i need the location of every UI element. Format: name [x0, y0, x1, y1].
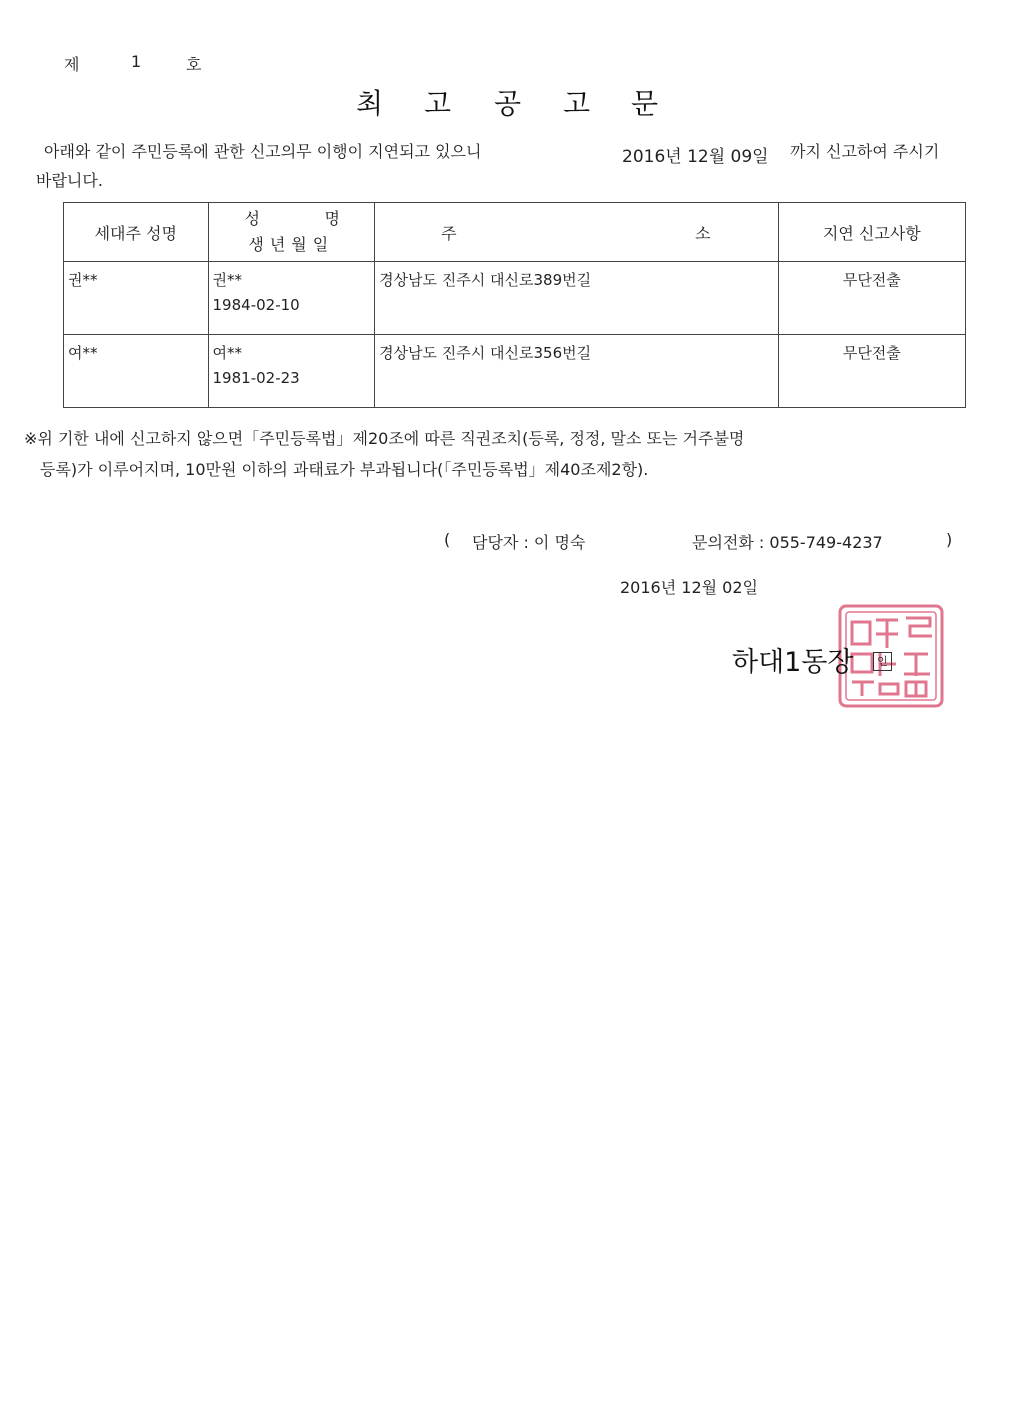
name-birth-cell	[209, 262, 375, 334]
header-birth: 생년월일	[248, 235, 335, 254]
name-birth-cell	[209, 335, 375, 407]
header-name-char: 명	[324, 209, 346, 228]
deadline-date: 2016년 12월 09일	[622, 147, 769, 167]
legal-note-line-2: 등록)가 이루어지며, 10만원 이하의 과태료가 부과됩니다(「주민등록법」제40조제2항).	[40, 460, 649, 479]
doc-number-prefix: 제	[64, 55, 80, 74]
page-title	[0, 82, 1024, 122]
issue-date: 2016년 12월 02일	[620, 578, 758, 597]
doc-number-value: 1	[131, 52, 142, 71]
contact-phone: 문의전화 : 055-749-4237	[692, 533, 883, 552]
header-address-char: 소	[695, 224, 711, 243]
intro-line-2: 바랍니다.	[36, 171, 103, 190]
header-householder: 세대주 성명	[64, 203, 209, 262]
contact-close-paren: )	[946, 530, 953, 549]
notice-table	[63, 202, 966, 408]
doc-number-suffix: 호	[186, 55, 202, 74]
table-header-row	[64, 203, 966, 262]
intro-line-1: 아래와 같이 주민등록에 관한 신고의무 이행이 지연되고 있으니	[44, 142, 482, 161]
header-delay: 지연 신고사항	[778, 203, 965, 262]
delay-cell: 무단전출	[842, 344, 901, 362]
member-name: 권**	[212, 271, 243, 289]
title-char: 문	[631, 87, 659, 120]
member-name: 여**	[212, 344, 243, 362]
header-name-char: 성	[244, 209, 266, 228]
legal-note-line-1: ※위 기한 내에 신고하지 않으면「주민등록법」제20조에 따른 직권조치(등록, 정정, 말소 또는 거주불명	[24, 429, 745, 448]
header-name-birth	[208, 203, 375, 262]
member-birth: 1984-02-10	[212, 296, 300, 314]
title-char: 고	[563, 87, 591, 120]
householder-cell: 여**	[68, 344, 98, 362]
address-cell: 경상남도 진주시 대신로389번길	[379, 271, 592, 289]
contact-manager: 담당자 : 이 명숙	[472, 533, 586, 552]
address-cell: 경상남도 진주시 대신로356번길	[379, 344, 592, 362]
table-row	[64, 262, 966, 335]
intro-line-1-tail: 까지 신고하여 주시기	[790, 142, 940, 161]
contact-open-paren: (	[444, 530, 451, 549]
header-address	[375, 203, 779, 262]
title-char: 고	[424, 87, 452, 120]
seal-mark: 인	[873, 652, 892, 671]
title-char: 최	[356, 87, 384, 120]
delay-cell: 무단전출	[842, 271, 901, 289]
issuer-name: 하대1동장	[732, 647, 854, 678]
table-row	[64, 335, 966, 408]
member-birth: 1981-02-23	[212, 369, 300, 387]
householder-cell: 권**	[68, 271, 98, 289]
title-char: 공	[494, 87, 522, 120]
header-address-char: 주	[441, 224, 457, 243]
